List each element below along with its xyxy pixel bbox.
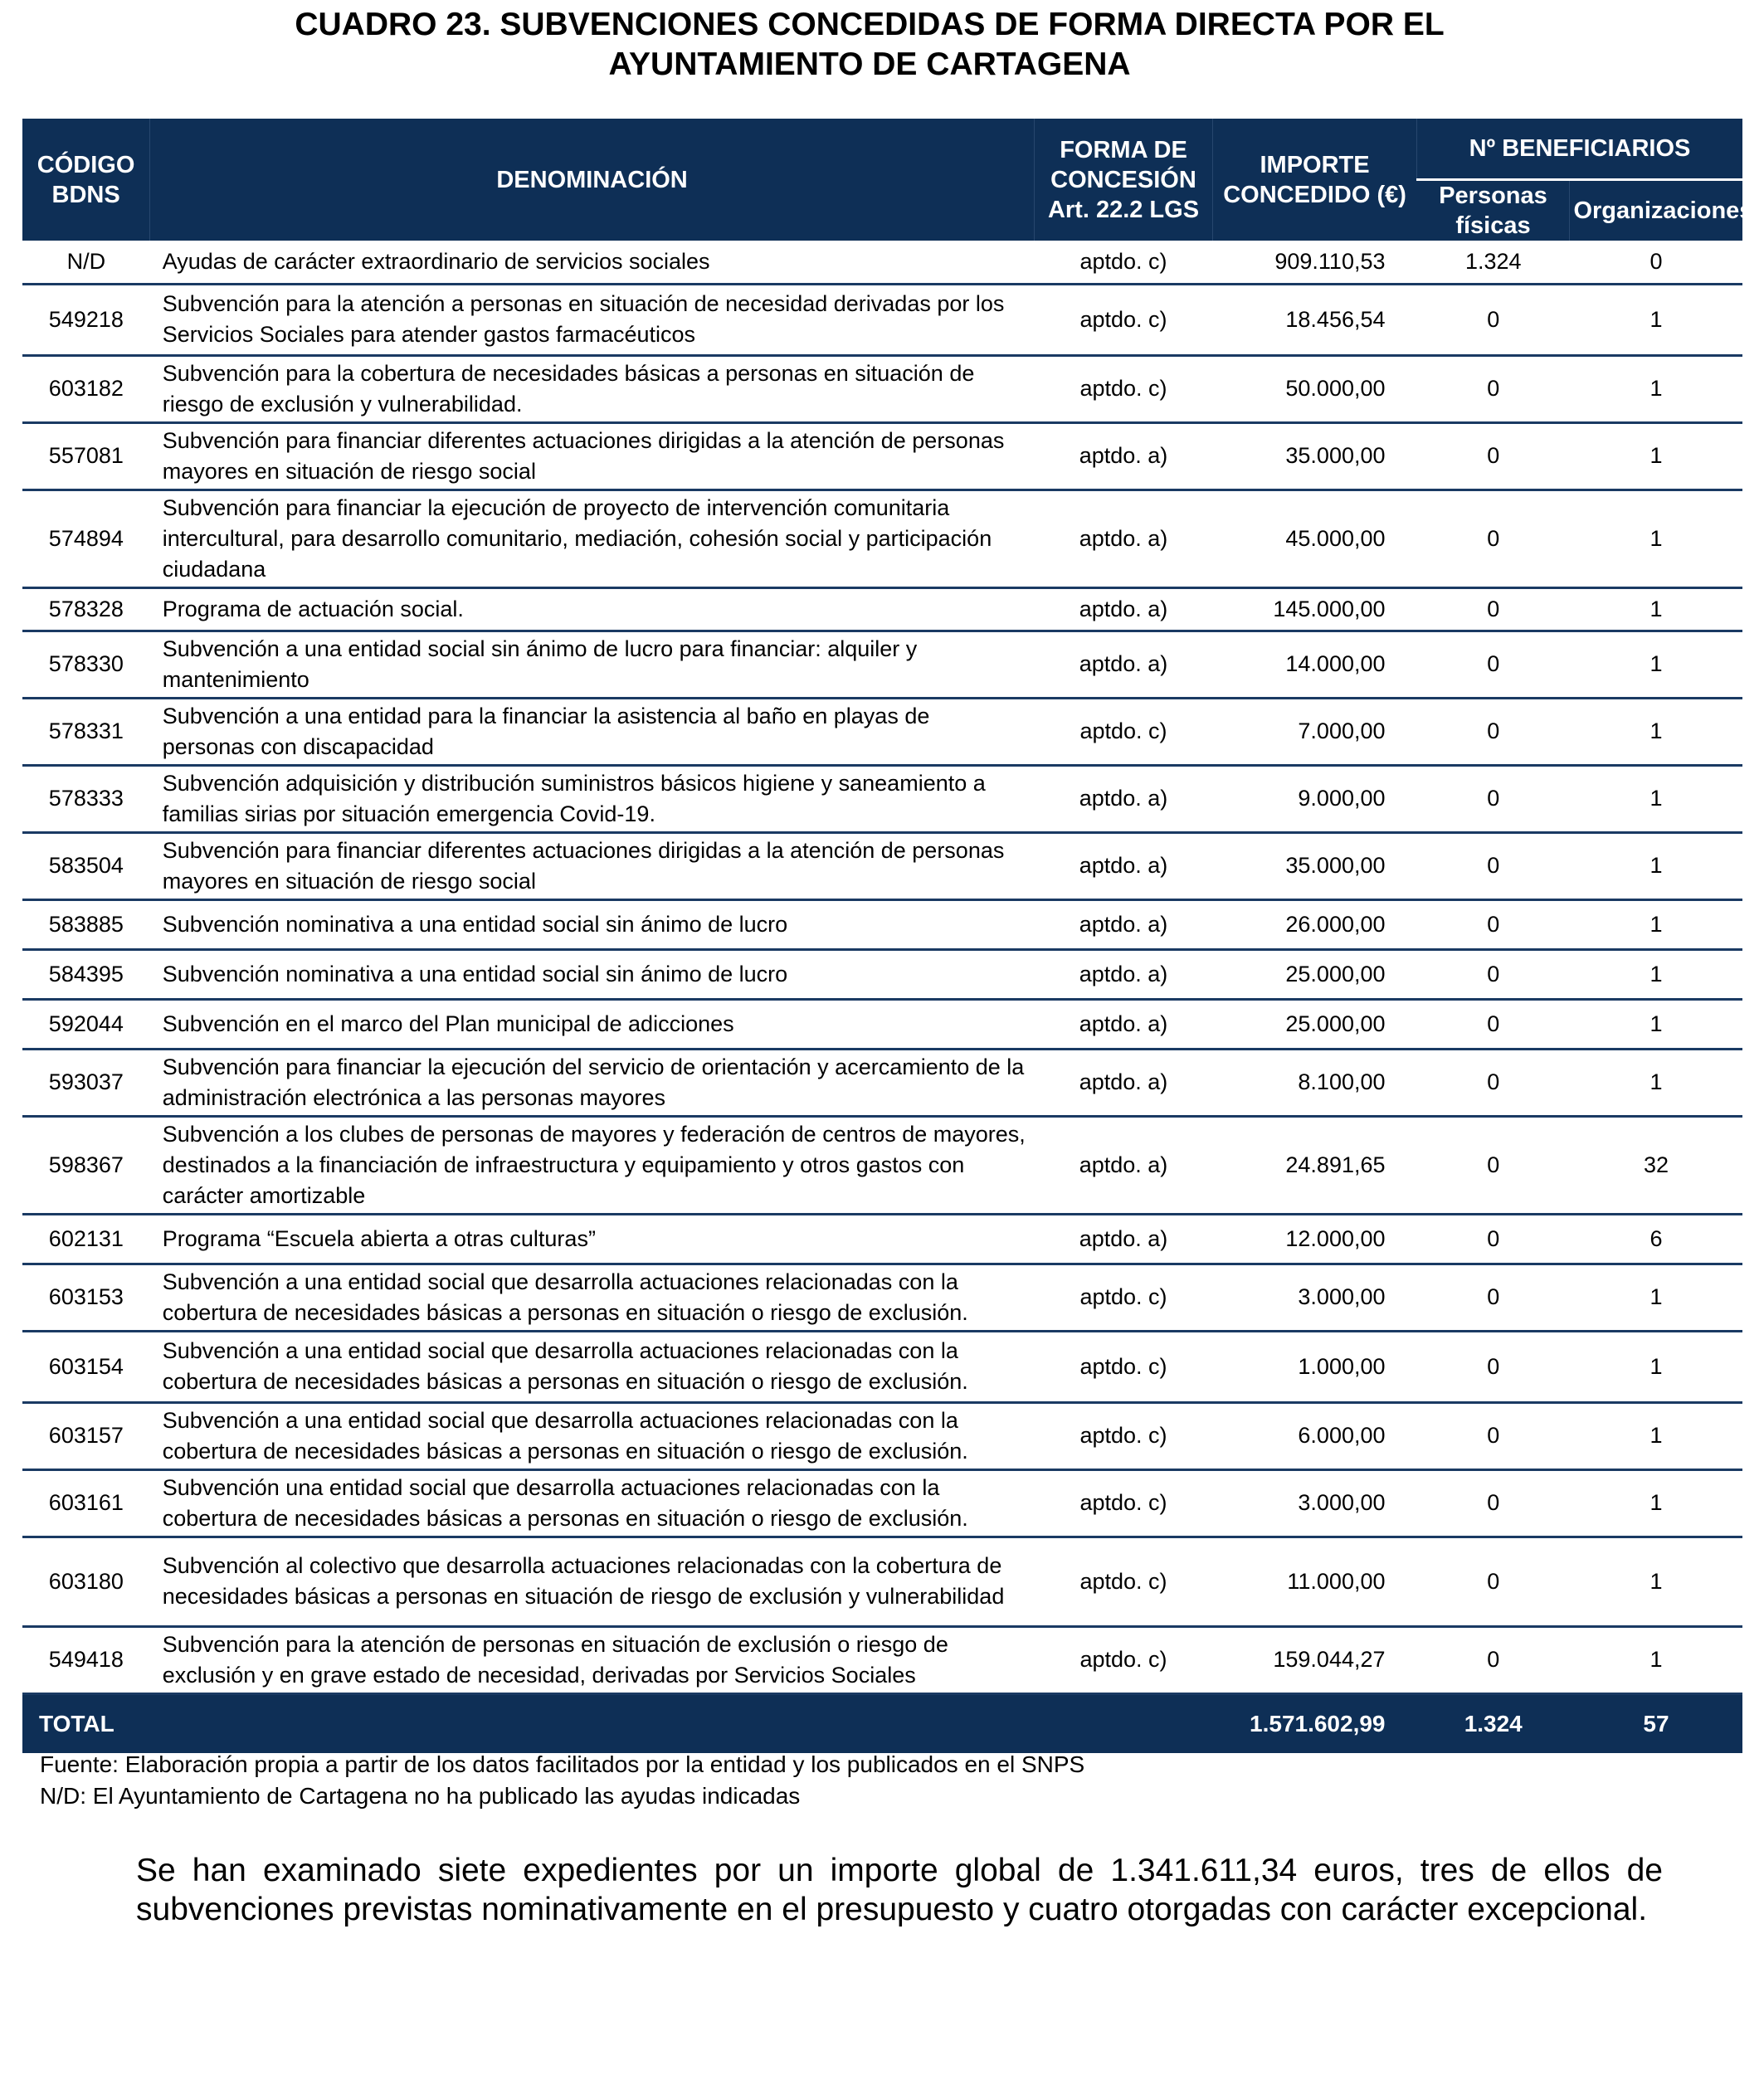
cell-forma: aptdo. c) — [1034, 1402, 1212, 1469]
cell-codigo: 578328 — [22, 587, 150, 631]
table-row — [22, 1537, 1742, 1626]
cell-organizaciones: 32 — [1570, 1116, 1742, 1214]
table-row — [22, 490, 1742, 587]
cell-denominacion: Subvención para la cobertura de necesidades básicas a personas en situación de riesgo de exclusión y vulnerabilidad. — [150, 355, 1035, 422]
table-row — [22, 1402, 1742, 1469]
cell-importe: 145.000,00 — [1213, 587, 1417, 631]
cell-importe: 25.000,00 — [1213, 999, 1417, 1049]
cell-denominacion: Subvención a una entidad para la financiar la asistencia al baño en playas de personas con discapacidad — [150, 698, 1035, 765]
cell-forma: aptdo. a) — [1034, 765, 1212, 832]
cell-codigo: 578331 — [22, 698, 150, 765]
cell-codigo: 603157 — [22, 1402, 150, 1469]
cell-forma: aptdo. a) — [1034, 1049, 1212, 1116]
table-title — [0, 5, 1764, 85]
cell-denominacion: Subvención para financiar diferentes actuaciones dirigidas a la atención de personas mayores en situación de riesgo social — [150, 422, 1035, 490]
cell-organizaciones: 1 — [1570, 1469, 1742, 1537]
cell-codigo: 602131 — [22, 1214, 150, 1264]
cell-personas: 0 — [1417, 490, 1570, 587]
cell-organizaciones: 1 — [1570, 284, 1742, 355]
cell-codigo: 549218 — [22, 284, 150, 355]
cell-codigo: 603161 — [22, 1469, 150, 1537]
cell-organizaciones: 1 — [1570, 832, 1742, 899]
cell-forma: aptdo. a) — [1034, 949, 1212, 999]
cell-forma: aptdo. c) — [1034, 284, 1212, 355]
body-paragraph: Se han examinado siete expedientes por un importe global de 1.341.611,34 euros, tres de ellos de subvenciones previstas nominativamente en el presupuesto y cuatro otorgadas con carácter excepcional. — [136, 1853, 1663, 1927]
cell-importe: 14.000,00 — [1213, 631, 1417, 698]
cell-personas: 0 — [1417, 1626, 1570, 1693]
cell-personas: 0 — [1417, 899, 1570, 949]
cell-forma: aptdo. a) — [1034, 1116, 1212, 1214]
total-organizaciones: 57 — [1570, 1693, 1742, 1753]
cell-forma: aptdo. a) — [1034, 832, 1212, 899]
cell-importe: 159.044,27 — [1213, 1626, 1417, 1693]
cell-organizaciones: 1 — [1570, 1264, 1742, 1331]
cell-forma: aptdo. a) — [1034, 1214, 1212, 1264]
note-nd: N/D: El Ayuntamiento de Cartagena no ha publicado las ayudas indicadas — [40, 1783, 801, 1809]
cell-personas: 0 — [1417, 587, 1570, 631]
cell-importe: 35.000,00 — [1213, 422, 1417, 490]
cell-organizaciones: 1 — [1570, 1626, 1742, 1693]
cell-organizaciones: 1 — [1570, 587, 1742, 631]
table-row — [22, 587, 1742, 631]
cell-personas: 0 — [1417, 1537, 1570, 1626]
table-title-line-2: AYUNTAMIENTO DE CARTAGENA — [608, 46, 1131, 82]
cell-forma: aptdo. a) — [1034, 631, 1212, 698]
table-row — [22, 1626, 1742, 1693]
cell-denominacion: Subvención en el marco del Plan municipal de adicciones — [150, 999, 1035, 1049]
cell-codigo: 583885 — [22, 899, 150, 949]
cell-forma: aptdo. a) — [1034, 899, 1212, 949]
table-row — [22, 241, 1742, 284]
cell-organizaciones: 1 — [1570, 698, 1742, 765]
subsidies-table — [22, 119, 1753, 1753]
cell-codigo: 574894 — [22, 490, 150, 587]
table-row — [22, 1331, 1742, 1402]
cell-importe: 18.456,54 — [1213, 284, 1417, 355]
cell-forma: aptdo. a) — [1034, 999, 1212, 1049]
cell-denominacion: Subvención para financiar la ejecución del servicio de orientación y acercamiento de la administración electrónica a las personas mayores — [150, 1049, 1035, 1116]
table-row — [22, 1214, 1742, 1264]
cell-personas: 0 — [1417, 698, 1570, 765]
total-importe: 1.571.602,99 — [1213, 1693, 1417, 1753]
cell-denominacion: Subvención a una entidad social sin ánimo de lucro para financiar: alquiler y mantenimiento — [150, 631, 1035, 698]
total-forma-empty — [1034, 1693, 1212, 1753]
cell-personas: 1.324 — [1417, 241, 1570, 284]
cell-importe: 24.891,65 — [1213, 1116, 1417, 1214]
cell-forma: aptdo. c) — [1034, 241, 1212, 284]
cell-importe: 45.000,00 — [1213, 490, 1417, 587]
header-organizaciones: Organizaciones — [1570, 180, 1742, 241]
table-row — [22, 1116, 1742, 1214]
cell-importe: 1.000,00 — [1213, 1331, 1417, 1402]
cell-personas: 0 — [1417, 284, 1570, 355]
cell-denominacion: Subvención adquisición y distribución suministros básicos higiene y saneamiento a familias sirias por situación emergencia Covid-19. — [150, 765, 1035, 832]
table-body — [22, 241, 1742, 1753]
cell-importe: 12.000,00 — [1213, 1214, 1417, 1264]
cell-denominacion: Subvención a una entidad social que desarrolla actuaciones relacionadas con la cobertura de necesidades básicas a personas en situación o riesgo de exclusión. — [150, 1402, 1035, 1469]
cell-forma: aptdo. c) — [1034, 698, 1212, 765]
cell-organizaciones: 1 — [1570, 999, 1742, 1049]
table-row — [22, 631, 1742, 698]
cell-codigo: 583504 — [22, 832, 150, 899]
cell-personas: 0 — [1417, 1402, 1570, 1469]
cell-denominacion: Programa de actuación social. — [150, 587, 1035, 631]
cell-forma: aptdo. c) — [1034, 1626, 1212, 1693]
cell-importe: 909.110,53 — [1213, 241, 1417, 284]
cell-codigo: 578333 — [22, 765, 150, 832]
cell-importe: 9.000,00 — [1213, 765, 1417, 832]
total-label: TOTAL — [22, 1693, 1034, 1753]
cell-codigo: 557081 — [22, 422, 150, 490]
cell-denominacion: Subvención a los clubes de personas de mayores y federación de centros de mayores, destinados a la financiación de infraestructura y equipamiento y otros gastos con carácter amortizable — [150, 1116, 1035, 1214]
total-row — [22, 1693, 1742, 1753]
cell-forma: aptdo. a) — [1034, 587, 1212, 631]
table-row — [22, 999, 1742, 1049]
cell-forma: aptdo. a) — [1034, 422, 1212, 490]
cell-organizaciones: 1 — [1570, 1402, 1742, 1469]
table-notes — [40, 1749, 1084, 1812]
cell-organizaciones: 1 — [1570, 949, 1742, 999]
cell-organizaciones: 0 — [1570, 241, 1742, 284]
table-row — [22, 1264, 1742, 1331]
cell-denominacion: Subvención a una entidad social que desarrolla actuaciones relacionadas con la cobertura de necesidades básicas a personas en situación o riesgo de exclusión. — [150, 1331, 1035, 1402]
cell-personas: 0 — [1417, 1049, 1570, 1116]
table-row — [22, 949, 1742, 999]
cell-importe: 3.000,00 — [1213, 1469, 1417, 1537]
table-header — [22, 119, 1753, 241]
cell-codigo: 549418 — [22, 1626, 150, 1693]
cell-denominacion: Subvención nominativa a una entidad social sin ánimo de lucro — [150, 899, 1035, 949]
cell-personas: 0 — [1417, 949, 1570, 999]
cell-organizaciones: 1 — [1570, 1049, 1742, 1116]
cell-forma: aptdo. c) — [1034, 1331, 1212, 1402]
header-denominacion: DENOMINACIÓN — [150, 119, 1035, 241]
cell-organizaciones: 1 — [1570, 765, 1742, 832]
table-row — [22, 1049, 1742, 1116]
cell-organizaciones: 1 — [1570, 631, 1742, 698]
cell-organizaciones: 1 — [1570, 422, 1742, 490]
cell-importe: 26.000,00 — [1213, 899, 1417, 949]
cell-personas: 0 — [1417, 1116, 1570, 1214]
cell-denominacion: Subvención al colectivo que desarrolla actuaciones relacionadas con la cobertura de necesidades básicas a personas en situación de riesgo de exclusión y vulnerabilidad — [150, 1537, 1035, 1626]
table-row — [22, 832, 1742, 899]
cell-denominacion: Subvención para financiar diferentes actuaciones dirigidas a la atención de personas mayores en situación de riesgo social — [150, 832, 1035, 899]
cell-forma: aptdo. c) — [1034, 1264, 1212, 1331]
header-forma: FORMA DE CONCESIÓN Art. 22.2 LGS — [1034, 119, 1212, 241]
cell-organizaciones: 1 — [1570, 899, 1742, 949]
header-personas: Personas físicas — [1417, 180, 1570, 241]
cell-organizaciones: 1 — [1570, 355, 1742, 422]
cell-codigo: 603154 — [22, 1331, 150, 1402]
table-row — [22, 698, 1742, 765]
table-row — [22, 899, 1742, 949]
header-importe: IMPORTE CONCEDIDO (€) — [1213, 119, 1417, 241]
cell-denominacion: Subvención una entidad social que desarrolla actuaciones relacionadas con la cobertura de necesidades básicas a personas en situación o riesgo de exclusión. — [150, 1469, 1035, 1537]
cell-codigo: 592044 — [22, 999, 150, 1049]
cell-codigo: 593037 — [22, 1049, 150, 1116]
cell-personas: 0 — [1417, 832, 1570, 899]
table-row — [22, 355, 1742, 422]
cell-codigo: 578330 — [22, 631, 150, 698]
cell-denominacion: Programa “Escuela abierta a otras culturas” — [150, 1214, 1035, 1264]
cell-importe: 25.000,00 — [1213, 949, 1417, 999]
cell-importe: 11.000,00 — [1213, 1537, 1417, 1626]
cell-personas: 0 — [1417, 355, 1570, 422]
cell-organizaciones: 1 — [1570, 1331, 1742, 1402]
cell-codigo: 598367 — [22, 1116, 150, 1214]
cell-personas: 0 — [1417, 1264, 1570, 1331]
cell-personas: 0 — [1417, 631, 1570, 698]
cell-forma: aptdo. a) — [1034, 490, 1212, 587]
cell-codigo: 603180 — [22, 1537, 150, 1626]
cell-denominacion: Subvención nominativa a una entidad social sin ánimo de lucro — [150, 949, 1035, 999]
cell-personas: 0 — [1417, 999, 1570, 1049]
table-row — [22, 422, 1742, 490]
header-codigo: CÓDIGO BDNS — [22, 119, 150, 241]
cell-importe: 6.000,00 — [1213, 1402, 1417, 1469]
cell-codigo: 603182 — [22, 355, 150, 422]
cell-denominacion: Subvención a una entidad social que desarrolla actuaciones relacionadas con la cobertura de necesidades básicas a personas en situación o riesgo de exclusión. — [150, 1264, 1035, 1331]
cell-organizaciones: 1 — [1570, 1537, 1742, 1626]
cell-importe: 8.100,00 — [1213, 1049, 1417, 1116]
cell-personas: 0 — [1417, 1469, 1570, 1537]
header-beneficiarios: Nº BENEFICIARIOS — [1417, 119, 1742, 180]
cell-codigo: 584395 — [22, 949, 150, 999]
cell-importe: 50.000,00 — [1213, 355, 1417, 422]
table-row — [22, 1469, 1742, 1537]
cell-denominacion: Subvención para financiar la ejecución de proyecto de intervención comunitaria intercultural, para desarrollo comunitario, mediación, cohesión social y participación ciudadana — [150, 490, 1035, 587]
cell-personas: 0 — [1417, 1214, 1570, 1264]
cell-forma: aptdo. c) — [1034, 1537, 1212, 1626]
cell-denominacion: Subvención para la atención a personas en situación de necesidad derivadas por los Servicios Sociales para atender gastos farmacéuticos — [150, 284, 1035, 355]
cell-forma: aptdo. c) — [1034, 355, 1212, 422]
cell-organizaciones: 1 — [1570, 490, 1742, 587]
cell-denominacion: Subvención para la atención de personas en situación de exclusión o riesgo de exclusión y en grave estado de necesidad, derivadas por Servicios Sociales — [150, 1626, 1035, 1693]
table-row — [22, 765, 1742, 832]
cell-importe: 7.000,00 — [1213, 698, 1417, 765]
table-title-line-1: CUADRO 23. SUBVENCIONES CONCEDIDAS DE FORMA DIRECTA POR EL — [295, 7, 1445, 42]
cell-forma: aptdo. c) — [1034, 1469, 1212, 1537]
cell-personas: 0 — [1417, 765, 1570, 832]
cell-codigo: 603153 — [22, 1264, 150, 1331]
cell-importe: 3.000,00 — [1213, 1264, 1417, 1331]
cell-personas: 0 — [1417, 1331, 1570, 1402]
cell-organizaciones: 6 — [1570, 1214, 1742, 1264]
cell-personas: 0 — [1417, 422, 1570, 490]
cell-importe: 35.000,00 — [1213, 832, 1417, 899]
total-personas: 1.324 — [1417, 1693, 1570, 1753]
cell-codigo: N/D — [22, 241, 150, 284]
note-fuente: Fuente: Elaboración propia a partir de los datos facilitados por la entidad y los publicados en el SNPS — [40, 1751, 1085, 1777]
table-row — [22, 284, 1742, 355]
cell-denominacion: Ayudas de carácter extraordinario de servicios sociales — [150, 241, 1035, 284]
